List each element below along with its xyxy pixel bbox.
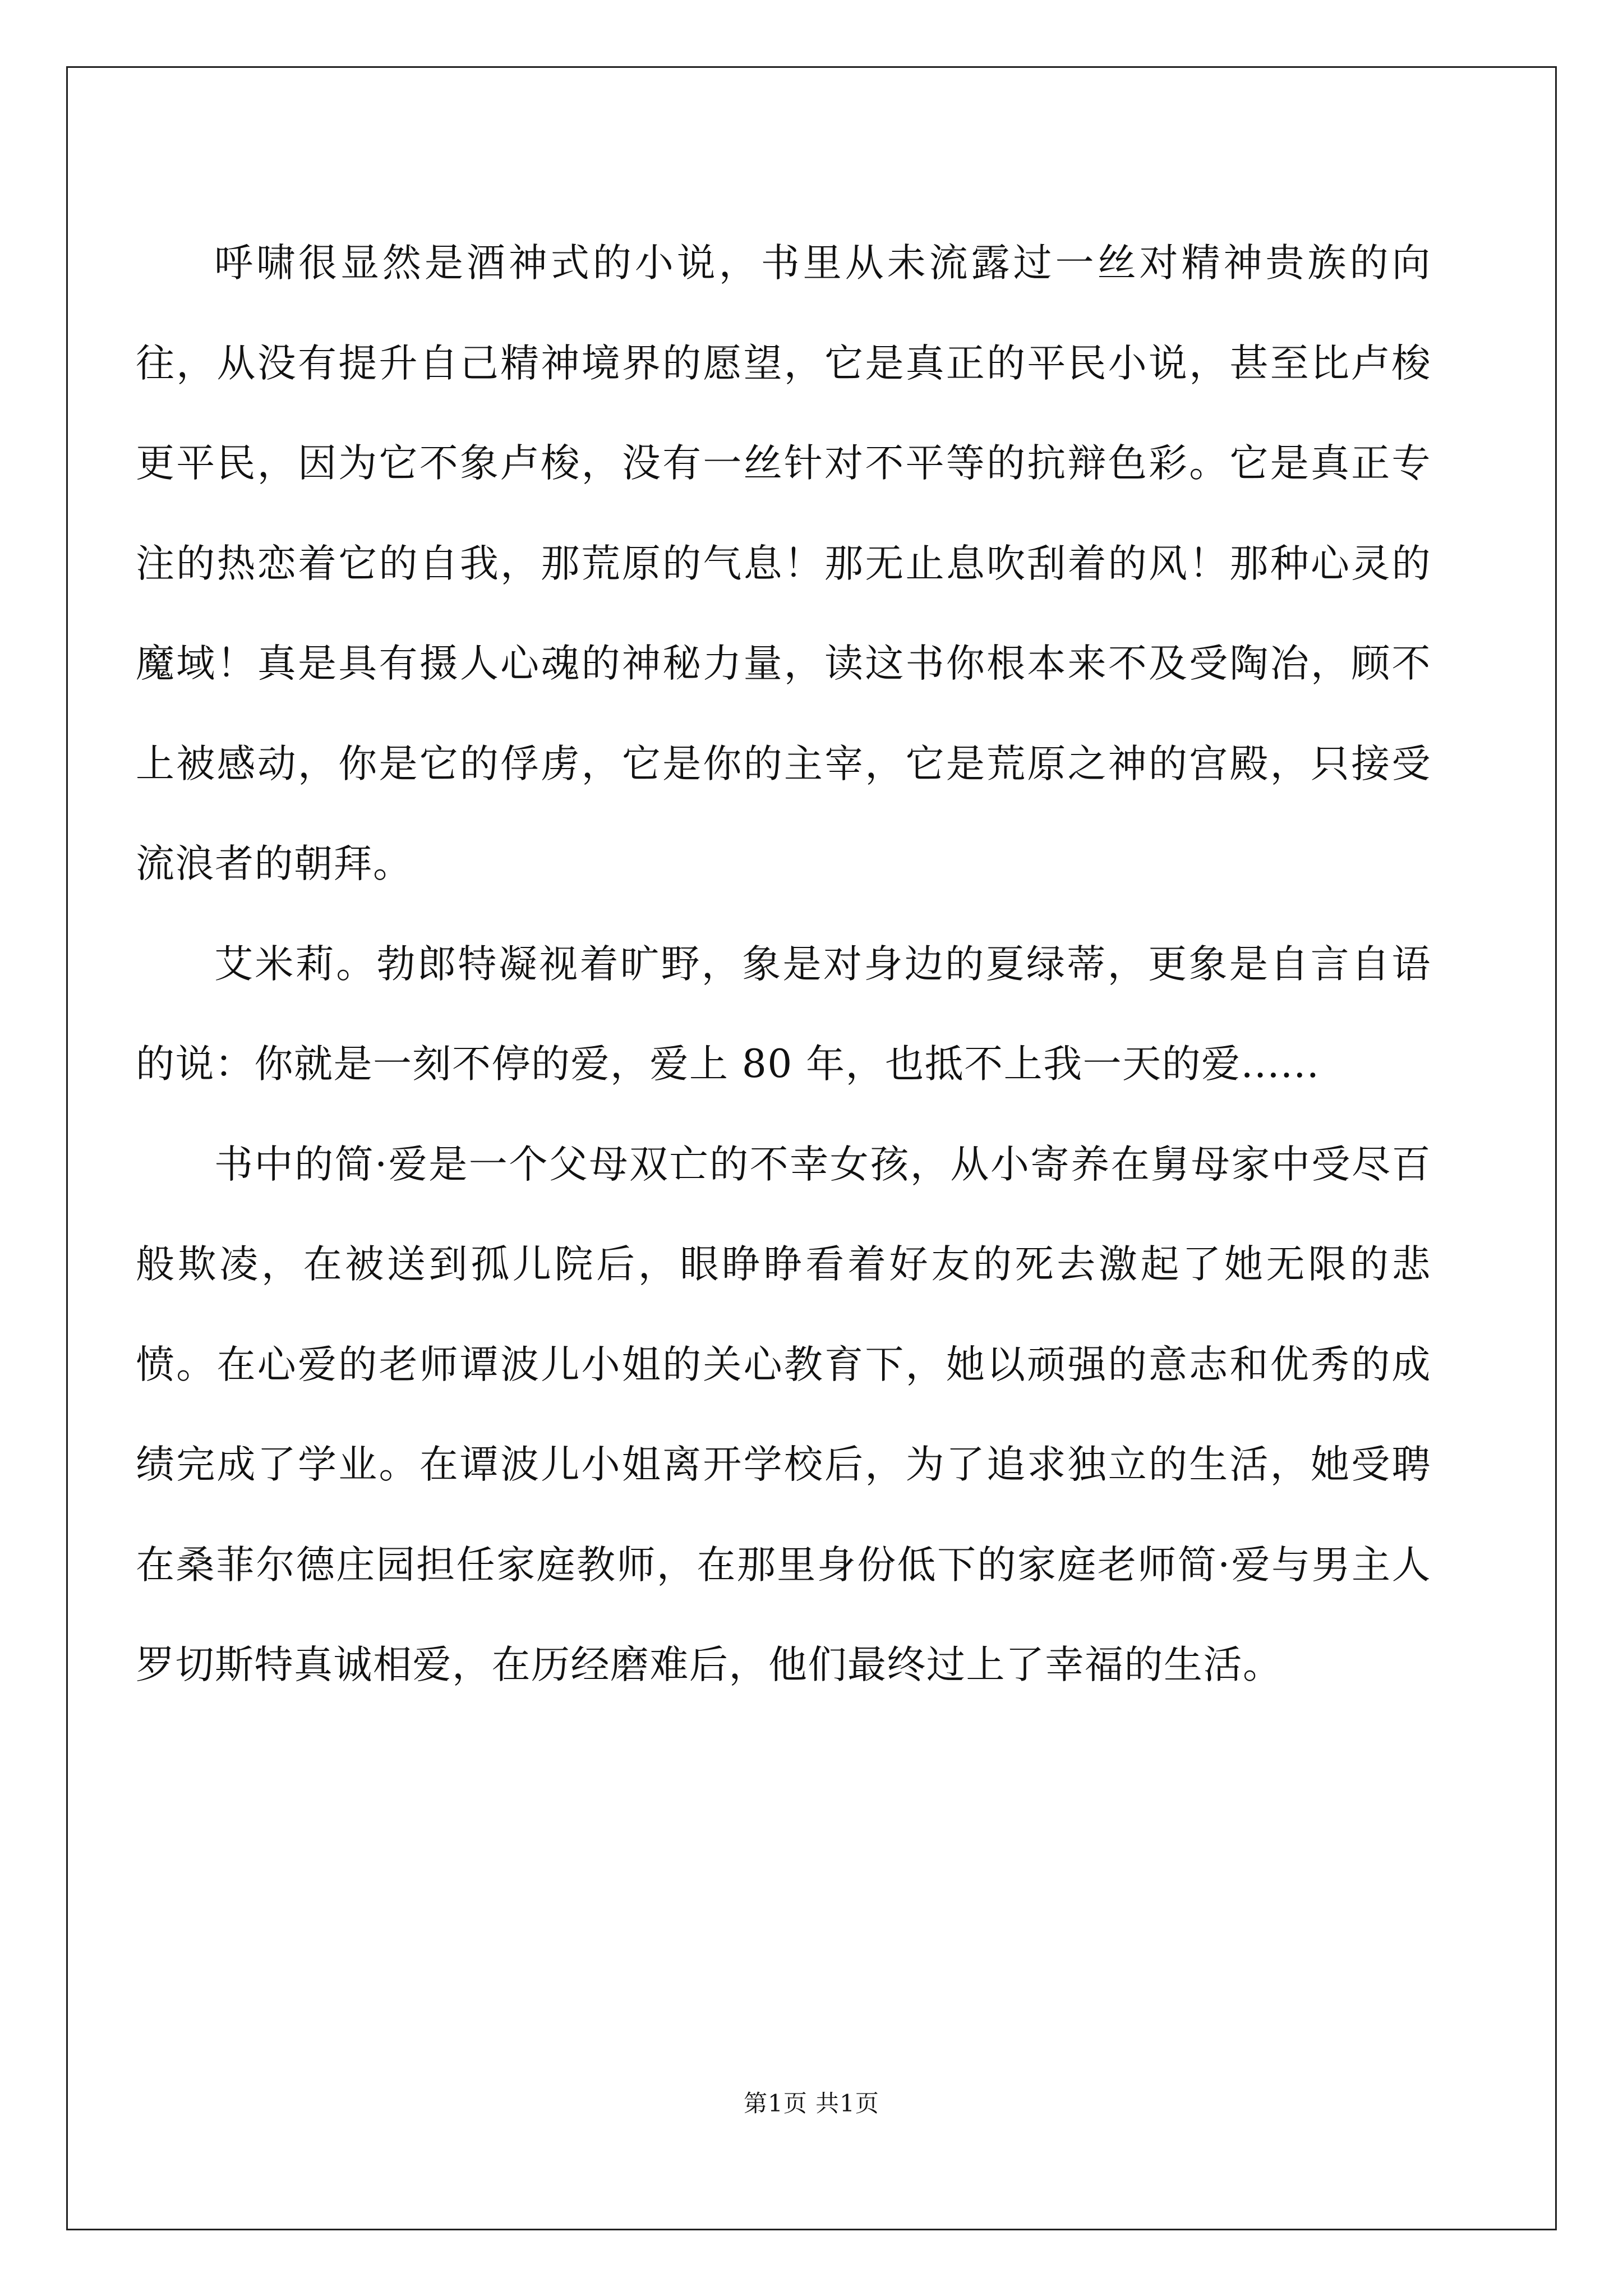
paragraph-1: 呼啸很显然是酒神式的小说，书里从未流露过一丝对精神贵族的向往，从没有提升自己精神境界的愿望，它是真正的平民小说，甚至比卢梭更平民，因为它不象卢梭，没有一丝针对不平等的抗辩色彩。它是真正专注的热恋着它的自我，那荒原的气息！那无止息吹刮着的风！那种心灵的魔域！真是具有摄人心魂的神秘力量，读这书你根本来不及受陶冶，顾不上被感动，你是它的俘虏，它是你的主宰，它是荒原之神的宫殿，只接受流浪者的朝拜。: [136, 241, 1431, 886]
document-body: [136, 213, 1431, 1715]
paragraph-3: 书中的简·爱是一个父母双亡的不幸女孩，从小寄养在舅母家中受尽百般欺凌，在被送到孤儿院后，眼睁睁看着好友的死去激起了她无限的悲愤。在心爱的老师谭波儿小姐的关心教育下，她以顽强的意志和优秀的成绩完成了学业。在谭波儿小姐离开学校后，为了追求独立的生活，她受聘在桑菲尔德庄园担任家庭教师，在那里身份低下的家庭老师简·爱与男主人罗切斯特真诚相爱，在历经磨难后，他们最终过上了幸福的生活。: [136, 1142, 1431, 1687]
page-footer: 第1页 共1页: [744, 2090, 879, 2117]
paragraph-2: 艾米莉。勃郎特凝视着旷野，象是对身边的夏绿蒂，更象是自言自语的说：你就是一刻不停的爱，爱上 80 年，也抵不上我一天的爱......: [136, 941, 1431, 1087]
